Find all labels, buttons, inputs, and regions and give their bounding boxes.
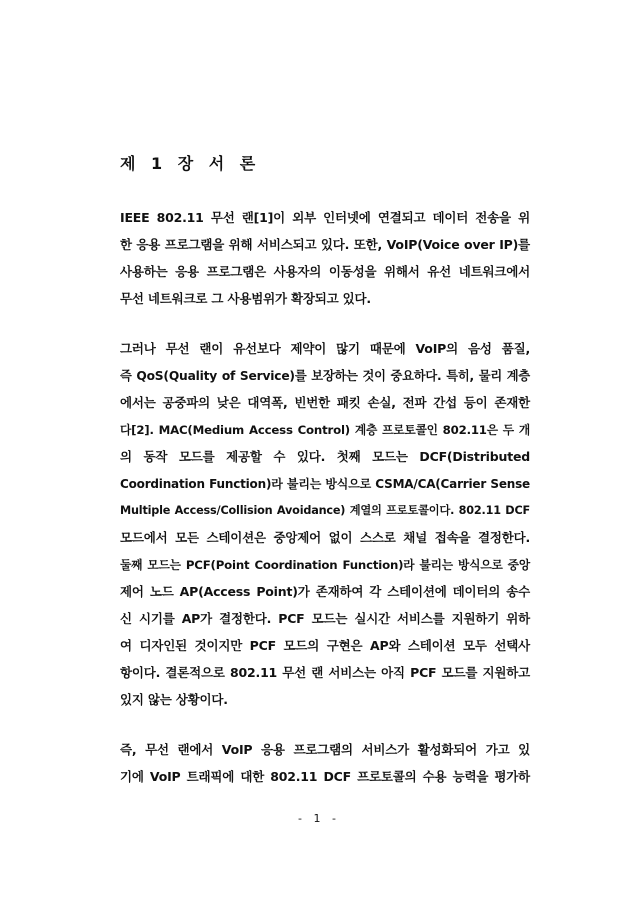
paragraph-2-line-14: 있지 않는 상황이다. [120,692,228,707]
paragraph-2-line-11: 신 시기를 AP가 결정한다. PCF 모드는 실시간 서비스를 지원하기 위하 [120,611,530,626]
paragraph-2-line-6: Coordination Function)라 불리는 방식으로 CSMA/CA(Carrier Sense [120,477,530,491]
paragraph-2-line-3: 에서는 공중파의 낮은 대역폭, 빈번한 패킷 손실, 전파 간섭 등이 존재한 [120,395,530,410]
paragraph-2-line-8: 모드에서 모든 스테이션은 중앙제어 없이 스스로 채널 접속을 결정한다. [120,530,530,545]
paragraph-2-line-10: 제어 노드 AP(Access Point)가 존재하여 각 스테이션에 데이터의 송수 [120,584,530,599]
paragraph-1-line-4: 무선 네트워크로 그 사용범위가 확장되고 있다. [120,291,371,306]
paragraph-1-line-2: 한 응용 프로그램을 위해 서비스되고 있다. 또한, VoIP(Voice over IP)를 [120,237,530,252]
paragraph-3-line-2: 기에 VoIP 트래픽에 대한 802.11 DCF 프로토콜의 수용 능력을 평가하 [120,769,530,784]
paragraph-2-line-5: 의 동작 모드를 제공할 수 있다. 첫째 모드는 DCF(Distributed [120,449,530,464]
paragraph-2-line-4: 다[2]. MAC(Medium Access Control) 계층 프로토콜인 802.11은 두 개 [120,423,530,437]
paragraph-2-line-7: Multiple Access/Collision Avoidance) 계열의 프로토콜이다. 802.11 DCF [120,504,530,517]
page-number: - 1 - [298,812,340,825]
paragraph-1-line-1: IEEE 802.11 무선 랜[1]이 외부 인터넷에 연결되고 데이터 전송을 위 [120,210,530,225]
paragraph-3-line-1: 즉, 무선 랜에서 VoIP 응용 프로그램의 서비스가 활성화되어 가고 있 [120,742,530,757]
paragraph-2-line-9: 둘째 모드는 PCF(Point Coordination Function)라 불리는 방식으로 중앙 [120,558,530,572]
paragraph-2-line-1: 그러나 무선 랜이 유선보다 제약이 많기 때문에 VoIP의 음성 품질, [120,341,530,356]
paragraph-2-line-2: 즉 QoS(Quality of Service)를 보장하는 것이 중요하다. 특히, 물리 계층 [120,369,530,383]
chapter-title: 제 1 장 서 론 [120,154,261,173]
paragraph-2-line-12: 여 디자인된 것이지만 PCF 모드의 구현은 AP와 스테이션 모두 선택사 [120,638,530,653]
paragraph-2-line-13: 항이다. 결론적으로 802.11 무선 랜 서비스는 아직 PCF 모드를 지원하고 [120,665,530,680]
paragraph-1-line-3: 사용하는 응용 프로그램은 사용자의 이동성을 위해서 유선 네트워크에서 [120,264,530,279]
